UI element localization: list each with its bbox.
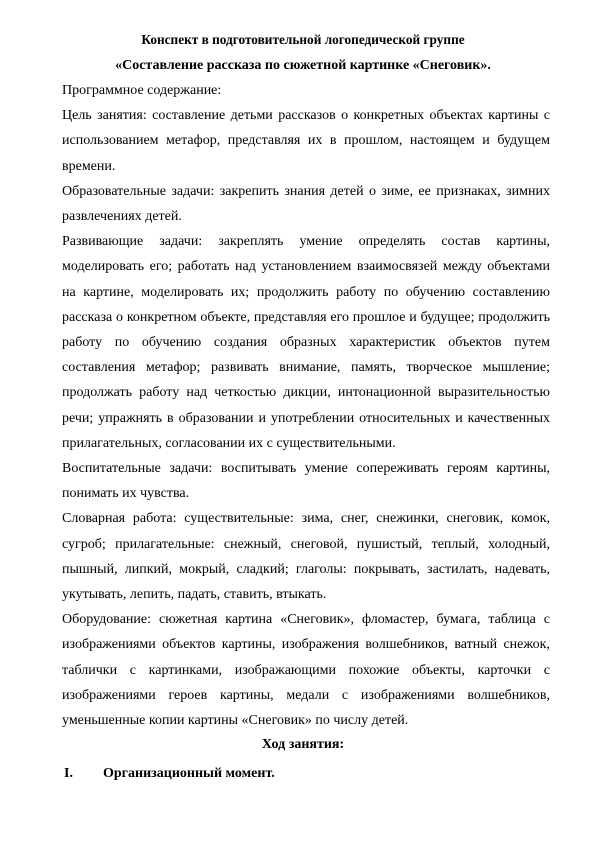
paragraph-vocabulary-work: Словарная работа: существительные: зима, снег, снежинки, снеговик, комок, сугроб; прилагательные: снежный, снеговой, пушистый, теплый, холодный, пышный, липкий, мокрый, сладкий; глаголы: покрывать, застилать, надевать, укутывать, лепить, падать, ставить, втыкать. [62,511,550,603]
section-heading: Ход занятия: [261,737,345,752]
document-title-line-2: «Составление рассказа по сюжетной картинке «Снеговик». [115,58,491,73]
list-item-number: I. [64,766,73,781]
paragraph-developmental-tasks: Развивающие задачи: закреплять умение определять состав картины, моделировать его; работать над установлением взаимосвязей между объектами на картине, моделировать их; продолжить работу по обучению составлению рассказа о конкретном объекте, представляя его прошлое и будущее; продолжить работу по обучению создания образных характеристик объектов путем составления метафор; развивать внимание, память, творческое мышление; продолжать работу над четкостью дикции, интонационной выразительностью речи; упражнять в образовании и употреблении относительных и качественных прилагательных, согласовании их с существительными. [62,234,550,451]
paragraph-equipment: Оборудование: сюжетная картина «Снеговик», фломастер, бумага, таблица с изображениями объектов картины, изображения волшебников, ватный снежок, таблички с картинками, изображающими похожие объекты, карточки с изображениями героев картины, медали с изображениями волшебников, уменьшенные копии картины «Снеговик» по числу детей. [62,612,550,729]
document-title-line-1: Конспект в подготовительной логопедической группе [141,32,465,47]
paragraph-upbringing-tasks: Воспитательные задачи: воспитывать умение сопереживать героям картины, понимать их чувства. [62,461,550,502]
list-item-label: Организационный момент. [103,766,275,781]
paragraph-educational-tasks: Образовательные задачи: закрепить знания детей о зиме, ее признаках, зимних развлечениях детей. [62,183,550,225]
paragraph-goal: Цель занятия: составление детьми рассказов о конкретных объектах картины с использованием метафор, представляя их в прошлом, настоящем и будущем времени. [62,108,550,174]
document-body [62,78,550,733]
paragraph-program-content: Программное содержание: [62,83,222,98]
